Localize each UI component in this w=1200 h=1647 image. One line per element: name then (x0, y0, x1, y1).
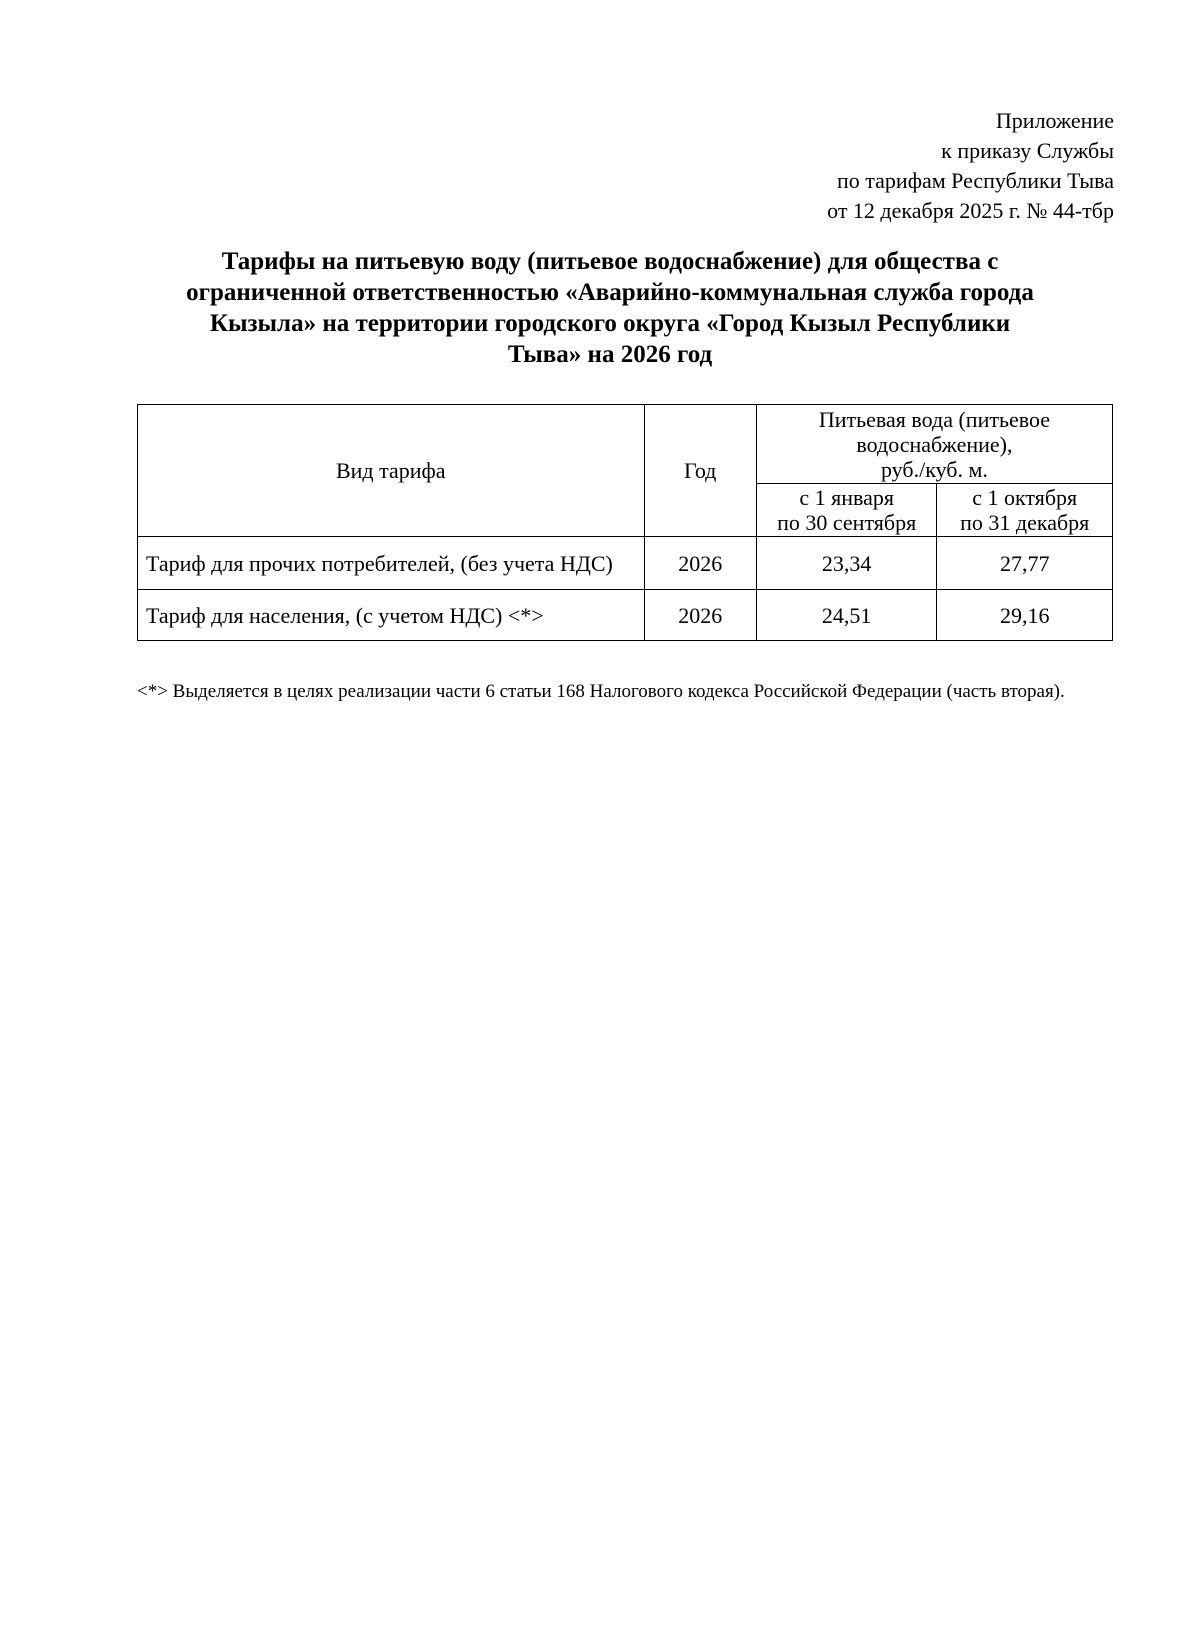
appendix-line-4: от 12 декабря 2025 г. № 44-тбр (827, 198, 1114, 223)
title-line-3: Кызыла» на территории городского округа «Город Кызыл Республики (209, 310, 1011, 337)
tariff-table (137, 404, 1113, 641)
cell-tariff-type: Тариф для прочих потребителей, (без учета НДС) (138, 537, 645, 590)
cell-period-2: 27,77 (937, 537, 1113, 590)
appendix-line-2: к приказу Службы (941, 138, 1114, 163)
table-row (138, 537, 1113, 590)
table-header-row (138, 405, 1113, 484)
appendix-block (634, 106, 1114, 226)
header-drinking-water (756, 405, 1112, 484)
cell-year: 2026 (644, 537, 756, 590)
period-2-line-2: по 31 декабря (960, 510, 1090, 535)
period-2-line-1: с 1 октября (972, 485, 1078, 510)
header-group-line-2: водоснабжение), (856, 431, 1013, 457)
header-tariff-type: Вид тарифа (138, 405, 645, 537)
document-title (130, 246, 1090, 370)
table-row (138, 590, 1113, 641)
cell-year: 2026 (644, 590, 756, 641)
title-line-4: Тыва» на 2026 год (507, 341, 713, 368)
header-period-2 (937, 484, 1113, 537)
header-period-1 (756, 484, 937, 537)
title-line-1: Тарифы на питьевую воду (питьевое водоснабжение) для общества с (221, 248, 999, 275)
footnote: <*> Выделяется в целях реализации части 6 статьи 168 Налогового кодекса Российской Федерации (часть вторая). (137, 681, 1065, 702)
appendix-line-3: по тарифам Республики Тыва (837, 168, 1114, 193)
title-line-2: ограниченной ответственностью «Аварийно-коммунальная служба города (186, 279, 1034, 306)
cell-period-2: 29,16 (937, 590, 1113, 641)
cell-period-1: 23,34 (756, 537, 937, 590)
appendix-line-1: Приложение (995, 108, 1114, 133)
header-group-line-1: Питьевая вода (питьевое (818, 406, 1051, 432)
period-1-line-1: с 1 января (799, 485, 894, 510)
period-1-line-2: по 30 сентября (777, 510, 917, 535)
cell-tariff-type: Тариф для населения, (с учетом НДС) <*> (138, 590, 645, 641)
header-group-line-3: руб./куб. м. (880, 456, 988, 482)
cell-period-1: 24,51 (756, 590, 937, 641)
header-year: Год (644, 405, 756, 537)
